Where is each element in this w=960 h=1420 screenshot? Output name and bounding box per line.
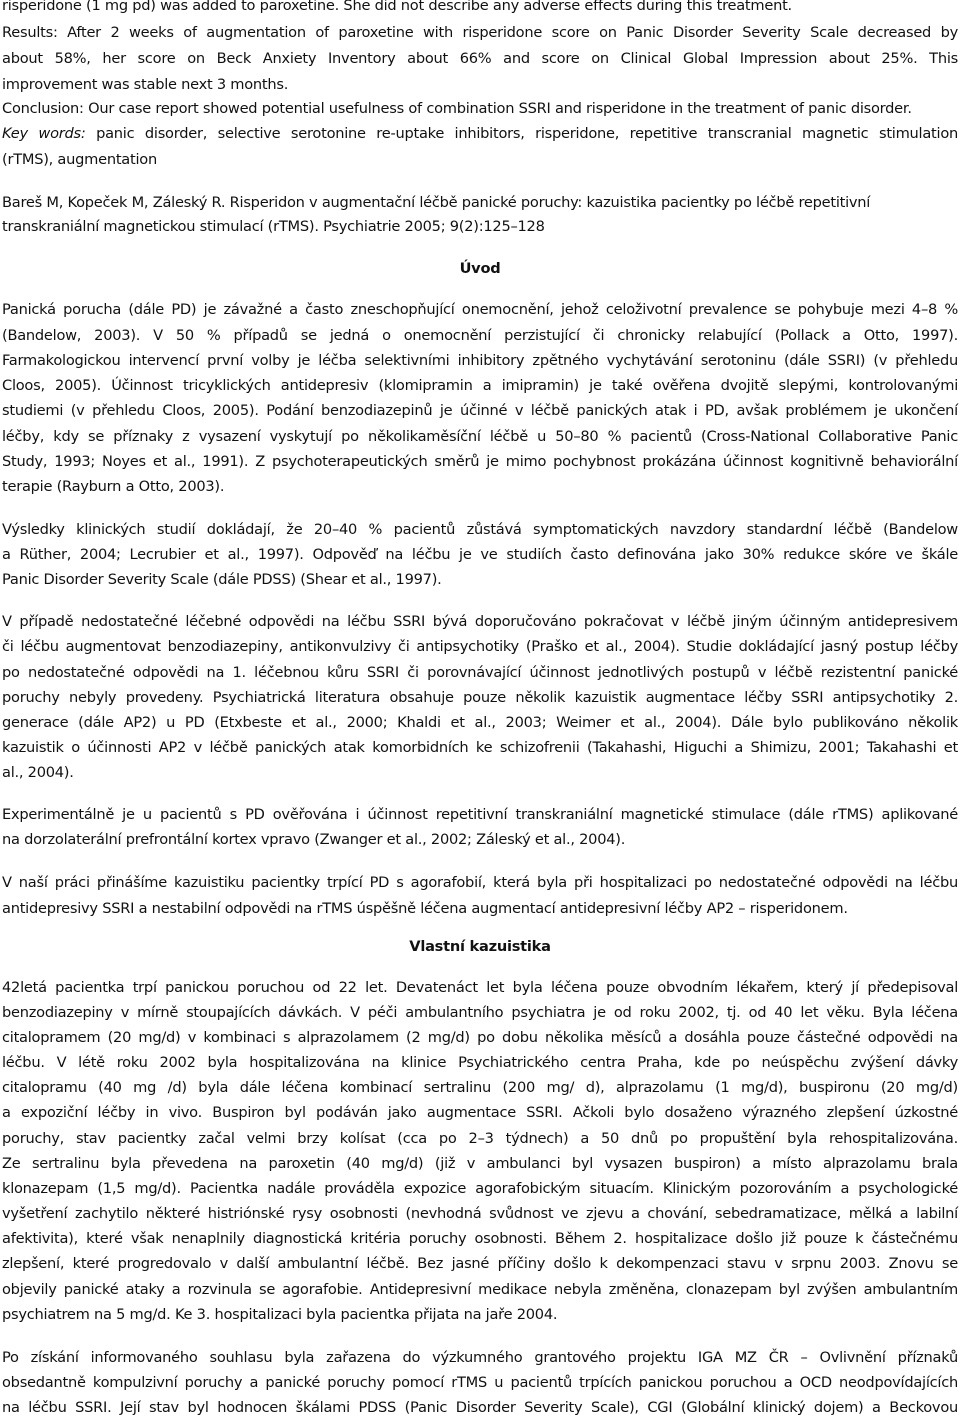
kazuistika-p1-line: vyšetření zachytilo některé histriónské rysy osobnosti (nevhodná svůdnost ve zjevu a chování, sebedramatizace, mělká a labilní	[2, 1205, 958, 1222]
uvod-p1-line: Panická porucha (dále PD) je závažné a často zneschopňující onemocnění, jehož celoživotní prevalence se pohybuje mezi 4–8 %	[2, 301, 958, 318]
kazuistika-p1-line: a expoziční léčby in vivo. Buspiron byl podáván jako augmentace SSRI. Ačkoli bylo dosaženo výrazného zlepšení úzkostné	[2, 1104, 958, 1121]
uvod-p1-line: terapie (Rayburn a Otto, 2003).	[2, 478, 225, 495]
kazuistika-p1-line: objevily panické ataky a rozvinula se agorafobie. Antidepresivní medikace nebyla změněna, clonazepam byl zvýšen ambulantním	[2, 1281, 958, 1298]
heading-kazuistika: Vlastní kazuistika	[409, 938, 551, 955]
uvod-p2-line: Panic Disorder Severity Scale (dále PDSS) (Shear et al., 1997).	[2, 571, 442, 588]
uvod-p4-line: Experimentálně je u pacientů s PD ověřována i účinnost repetitivní transkraniální magnetické stimulace (dále rTMS) aplikované	[2, 806, 958, 823]
abstract-line-1: risperidone (1 mg pd) was added to paroxetine. She did not describe any adverse effects during this treatment.	[2, 0, 792, 14]
citation-line-2: transkraniální magnetickou stimulací (rTMS). Psychiatrie 2005; 9(2):125–128	[2, 218, 545, 235]
uvod-p3-line: V případě nedostatečné léčebné odpovědi na léčbu SSRI bývá doporučováno pokračovat v léčbě jiným účinným antidepresivem	[2, 613, 958, 630]
kazuistika-p1-line: léčbu. V létě roku 2002 byla hospitalizována na klinice Psychiatrického centra Praha, kde po neúspěchu zvýšení dávky	[2, 1054, 958, 1071]
uvod-p3-line: al., 2004).	[2, 764, 74, 781]
heading-uvod: Úvod	[459, 260, 501, 277]
kazuistika-p1-line: afektivita), které však nenaplnily diagnostická kritéria poruchy osobnosti. Během 2. hospitalizace došlo již pouze k částečnému	[2, 1230, 958, 1247]
abstract-conclusion: Conclusion: Our case report showed potential usefulness of combination SSRI and risperidone in the treatment of panic disorder.	[2, 100, 912, 117]
kazuistika-p1-line: citalopramu (40 mg /d) byla dále léčena kombinací sertralinu (200 mg/ d), alprazolamu (1 mg/d), buspironu (20 mg/d)	[2, 1079, 958, 1096]
abstract-line-2: Results: After 2 weeks of augmentation of paroxetine with risperidone score on Panic Disorder Severity Scale decreased by	[2, 24, 958, 41]
kazuistika-p2-line: Po získání informovaného souhlasu byla zařazena do výzkumného grantového projektu IGA MZ ČR – Ovlivnění příznaků	[2, 1349, 958, 1366]
uvod-p1-line: Cloos, 2005). Účinnost tricyklických antidepresiv (klomipramin a imipramin) je také ověřena dvojitě slepými, kontrolovanými	[2, 377, 958, 394]
keywords-line-2: (rTMS), augmentation	[2, 151, 157, 168]
uvod-p1-line: Study, 1993; Noyes et al., 1991). Z psychoterapeutických směrů je mimo pochybnost prokázána účinnost kognitivně behaviorální	[2, 453, 958, 470]
kazuistika-p1-line: klonazepam (1,5 mg/d). Pacientka nadále prováděla expozice agorafobickým situacím. Klinickým pozorováním a psychologické	[2, 1180, 958, 1197]
kazuistika-p1-line: benzodiazepiny v mírně stoupajících dávkách. V péči ambulantního psychiatra je od roku 2002, tj. od 40 let věku. Byla léčena	[2, 1004, 958, 1021]
kazuistika-p1-line: zlepšení, které progredovalo v další ambulantní léčbě. Bez jasné příčiny došlo k dekompenzaci stavu v srpnu 2003. Znovu se	[2, 1255, 958, 1272]
uvod-p1-line: léčby, kdy se příznaky z vysazení vyskytují po několikaměsíční léčbě u 50–80 % pacientů (Cross-National Collaborative Panic	[2, 428, 958, 445]
kazuistika-p2-line: obsedantně kompulzivní poruchy a panické poruchy pomocí rTMS u pacientů trpících panickou poruchou a OCD neodpovídajících	[2, 1374, 958, 1391]
uvod-p3-line: generace (dále AP2) u PD (Etxbeste et al., 2000; Khaldi et al., 2003; Weimer et al., 2004). Dále bylo publikováno několik	[2, 714, 958, 731]
kazuistika-p2-line: na léčbu SSRI. Její stav byl hodnocen škálami PDSS (Panic Disorder Severity Scale), CGI (Globální klinický dojem) a Beckovou	[2, 1399, 958, 1416]
kazuistika-p1-line: poruchy, stav pacientky začal velmi brzy kolísat (cca po 2–3 týdnech) a 50 dnů po propuštění byla rehospitalizována.	[2, 1130, 958, 1147]
uvod-p3-line: poruchy nebyly provedeny. Psychiatrická literatura obsahuje pouze několik kazuistik augmentace léčby SSRI antipsychotiky 2.	[2, 689, 958, 706]
uvod-p3-line: kazuistik o účinnosti AP2 v léčbě panických atak komorbidních ke schizofrenii (Takahashi, Higuchi a Shimizu, 2001; Takahashi et	[2, 739, 958, 756]
kazuistika-p1-line: 42letá pacientka trpí panickou poruchou od 22 let. Devatenáct let byla léčena pouze obvodním lékařem, který jí předepisoval	[2, 979, 958, 996]
uvod-p4-line: na dorzolaterální prefrontální kortex vpravo (Zwanger et al., 2002; Záleský et al., 2004).	[2, 831, 626, 848]
uvod-p2-line: a Rüther, 2004; Lecrubier et al., 1997). Odpověď na léčbu je ve studiích často definována jako 30% redukce skóre ve škále	[2, 546, 958, 563]
keywords-label: Key words:	[2, 125, 86, 142]
uvod-p1-line: (Bandelow, 2003). V 50 % případů se jedná o onemocnění perzistující či chronicky relabující (Pollack a Otto, 1997).	[2, 327, 958, 344]
uvod-p1-line: Farmakologickou intervencí první volby je léčba selektivními inhibitory zpětného vychytávání serotoninu (dále SSRI) (v přehledu	[2, 352, 958, 369]
citation-line-1: Bareš M, Kopeček M, Záleský R. Risperidon v augmentační léčbě panické poruchy: kazuistika pacientky po léčbě repetitivní	[2, 194, 871, 211]
uvod-p1-line: studiemi (v přehledu Cloos, 2005). Podání benzodiazepinů je účinné v léčbě panických atak i PD, avšak problémem je ukončení	[2, 402, 958, 419]
uvod-p3-line: po nedostatečné odpovědi na 1. léčebnou kůru SSRI či porovnávající účinnost jednotlivých postupů v léčbě rezistentní panické	[2, 664, 958, 681]
keywords-text: panic disorder, selective serotonine re-uptake inhibitors, risperidone, repetitive transcranial magnetic stimulation	[96, 125, 959, 142]
kazuistika-p1-line: citalopramem (20 mg/d) v kombinaci s alprazolamem (2 mg/d) po dobu několika měsíců a dosáhla pouze částečné odpovědi na	[2, 1029, 958, 1046]
uvod-p3-line: či léčbu augmentovat benzodiazepiny, antikonvulzivy či antipsychotiky (Praško et al., 2004). Studie dokládající jasný postup léčby	[2, 638, 958, 655]
abstract-line-4: improvement was stable next 3 months.	[2, 76, 289, 93]
uvod-p2-line: Výsledky klinických studií dokládají, že 20–40 % pacientů zůstává symptomatických navzdory standardní léčbě (Bandelow	[2, 521, 958, 538]
kazuistika-p1-line: Ze sertralinu byla převedena na paroxetin (40 mg/d) (již v ambulanci byl vysazen buspiron) a místo alprazolamu brala	[2, 1155, 958, 1172]
uvod-p5-line: antidepresivy SSRI a nestabilní odpovědi na rTMS úspěšně léčena augmentací antidepresivní léčby AP2 – risperidonem.	[2, 900, 848, 917]
uvod-p5-line: V naší práci přinášíme kazuistiku pacientky trpící PD s agorafobií, která byla při hospitalizaci po nedostatečné odpovědi na léčbu	[2, 874, 958, 891]
kazuistika-p1-line: psychiatrem na 5 mg/d. Ke 3. hospitalizaci byla pacientka přijata na jaře 2004.	[2, 1306, 558, 1323]
keywords-line-1	[2, 121, 958, 147]
abstract-line-3: about 58%, her score on Beck Anxiety Inventory about 66% and score on Clinical Global Impression about 25%. This	[2, 50, 958, 67]
